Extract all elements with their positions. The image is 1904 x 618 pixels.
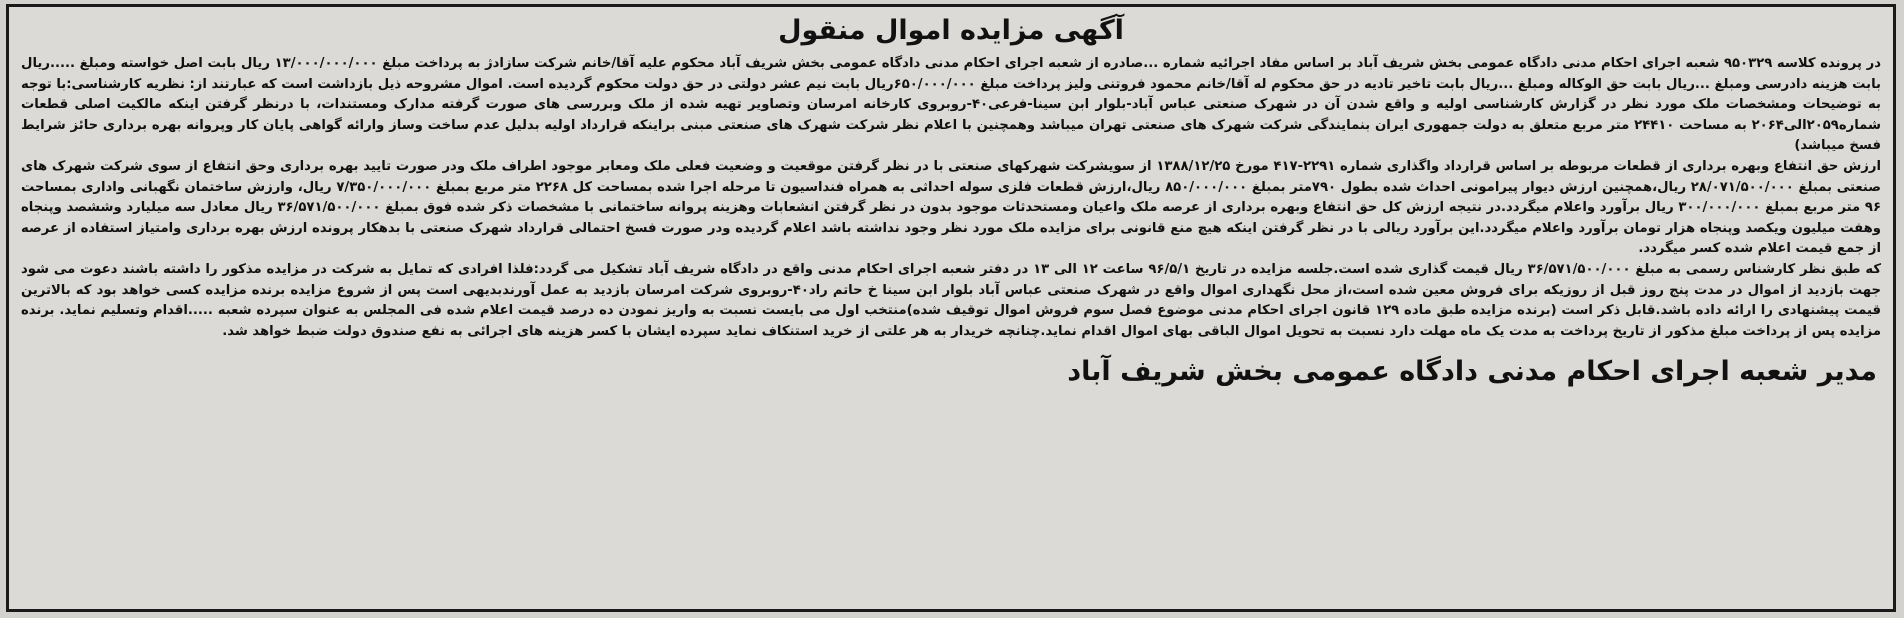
auction-notice — [6, 4, 1896, 612]
notice-signature: مدیر شعبه اجرای احکام مدنی دادگاه عمومی بخش شریف آباد — [1067, 356, 1877, 388]
notice-paragraph-valuation: ارزش حق انتفاع وبهره برداری از قطعات مربوطه بر اساس قرارداد واگذاری شماره ۲۲۹۱-۴۱۷ مورخ ۱۳۸۸/۱۲/۲۵ از سویشرکت شهرکهای صنعتی با در نظر گرفتن موقعیت و وضعیت فعلی ملک ومعابر موجود اطراف ملک ودر صورت تایید بهره برداری وحق انتفاع از سوی شرکت شهرک های صنعتی بمبلغ ۲۸/۰۷۱/۵۰۰/۰۰۰ ریال،همچنین ارزش دیوار پیرامونی احداث شده بطول ۷۹۰متر بمبلغ ۸۵۰/۰۰۰/۰۰۰ ریال،ارزش قطعات فلزی سوله احداثی به همراه فنداسیون تا مرحله اجرا شده بمساحت کل ۲۲۶۸ متر مربع بمبلغ ۷/۳۵۰/۰۰۰/۰۰۰ ریال، وارزش ساختمان نگهبانی واداری بمساحت ۹۶ متر مربع بمبلغ ۳۰۰/۰۰۰/۰۰۰ ریال برآورد واعلام میگردد.در نتیجه ارزش کل حق انتفاع وبهره برداری از عرصه ملک واعیان ومستحدثات موجود بدون در نظر گرفتن انشعابات وهزینه پروانه ساختمانی با مشخصات ذکر شده فوق بمبلغ ۳۶/۵۷۱/۵۰۰/۰۰۰ ریال معادل سه میلیارد وششصد وپنجاه وهفت میلیون ویکصد وپنجاه هزار تومان برآورد واعلام میگردد.این برآورد ریالی با در نظر گرفتن اینکه هیچ منع قانونی برای مزایده ملک مورد نظر وجود نداشته باشد اعلام گردیده ودر صورت فسخ احتمالی قرارداد شهرک صنعتی با بدهکار پرونده ارزش بهره برداری وامتیاز استفاده از عرصه از جمع قیمت اعلام شده کسر میگردد. — [21, 158, 1882, 257]
notice-paragraph-auction-terms: که طبق نظر کارشناس رسمی به مبلغ ۳۶/۵۷۱/۵۰۰/۰۰۰ ریال قیمت گذاری شده است.جلسه مزایده در تاریخ ۹۶/۵/۱ ساعت ۱۲ الی ۱۳ در دفتر شعبه اجرای احکام مدنی واقع در دادگاه شریف آباد تشکیل می گردد:فلذا افرادی که تمایل به شرکت در مزایده مذکور را داشته باشند دعوت می شود جهت بازدید از اموال در مدت پنج روز قبل از روزیکه برای فروش معین شده است،از محل نگهداری اموال واقع در شهرک صنعتی عباس آباد بلوار ابن سینا خ حاتم راد۴۰-روبروی شرکت امرسان بازدید به عمل آورندبدیهی است پس از شروع مزایده برنده مزایده کسی خواهد بود که بالاترین قیمت پیشنهادی را ارائه داده باشد.قابل ذکر است (برنده مزایده طبق ماده ۱۲۹ قانون اجرای احکام مدنی موضوع فصل سوم فروش اموال توقیف شده)منتخب اول می بایست نسبت به واریز نمودن ده درصد قیمت اعلام شده فی المجلس به عنوان سپرده شعبه .....اقدام وتسلیم نماید. برنده مزایده پس از پرداخت مبلغ مذکور از تاریخ پرداخت به مدت یک ماه مهلت دارد نسبت به تحویل اموال الباقی بهای اموال اقدام نماید.چنانچه خریدار به هر علتی از خرید استنکاف نماید سپرده ایشان با کسر هزینه های اجرائی به نفع صندوق دولت ضبط خواهد شد. — [21, 261, 1882, 339]
notice-paragraph-case: در پرونده کلاسه ۹۵۰۳۲۹ شعبه اجرای احکام مدنی دادگاه عمومی بخش شریف آباد بر اساس مفاد اجرائیه شماره ...صادره از شعبه اجرای احکام مدنی دادگاه عمومی بخش شریف آباد محکوم علیه آقا/خانم شرکت سازادژ به پرداخت مبلغ ۱۳/۰۰۰/۰۰۰/۰۰۰ ریال بابت اصل خواسته ومبلغ .....ریال بابت هزینه دادرسی ومبلغ ...ریال بابت حق الوکاله ومبلغ ...ریال بابت تاخیر تادیه در حق محکوم له آقا/خانم محمود فروتنی ولیز پرداخت مبلغ ۶۵۰/۰۰۰/۰۰۰ریال بابت نیم عشر دولتی در حق دولت محکوم گردیده است. اموال مشروحه ذیل بازداشت است که عبارتند از: نظریه کارشناسی:با توجه به توضیحات ومشخصات ملک مورد نظر در گزارش کارشناسی اولیه و واقع شدن آن در شهرک صنعتی عباس آباد-بلوار ابن سینا-فرعی۴۰-روبروی کارخانه امرسان وتصاویر تهیه شده از ملک وبررسی های صورت گرفته مدارک ومستندات، با درنظر گرفتن اینکه مالکیت اصلی قطعات شماره۲۰۵۹الی۲۰۶۴ به مساحت ۲۴۴۱۰ متر مربع متعلق به دولت جمهوری ایران بنمایندگی شرکت شهرک های صنعتی تهران میباشد وهمچنین با اعلام نظر شرکت شهرک های صنعتی مبنی براینکه قرارداد اولیه بدلیل عدم ساخت وساز وارائه گواهی پایان کار وپروانه بهره برداری حائز شرایط فسخ میباشد) — [21, 56, 1881, 154]
notice-title: آگهی مزایده اموال منقول — [778, 15, 1124, 46]
